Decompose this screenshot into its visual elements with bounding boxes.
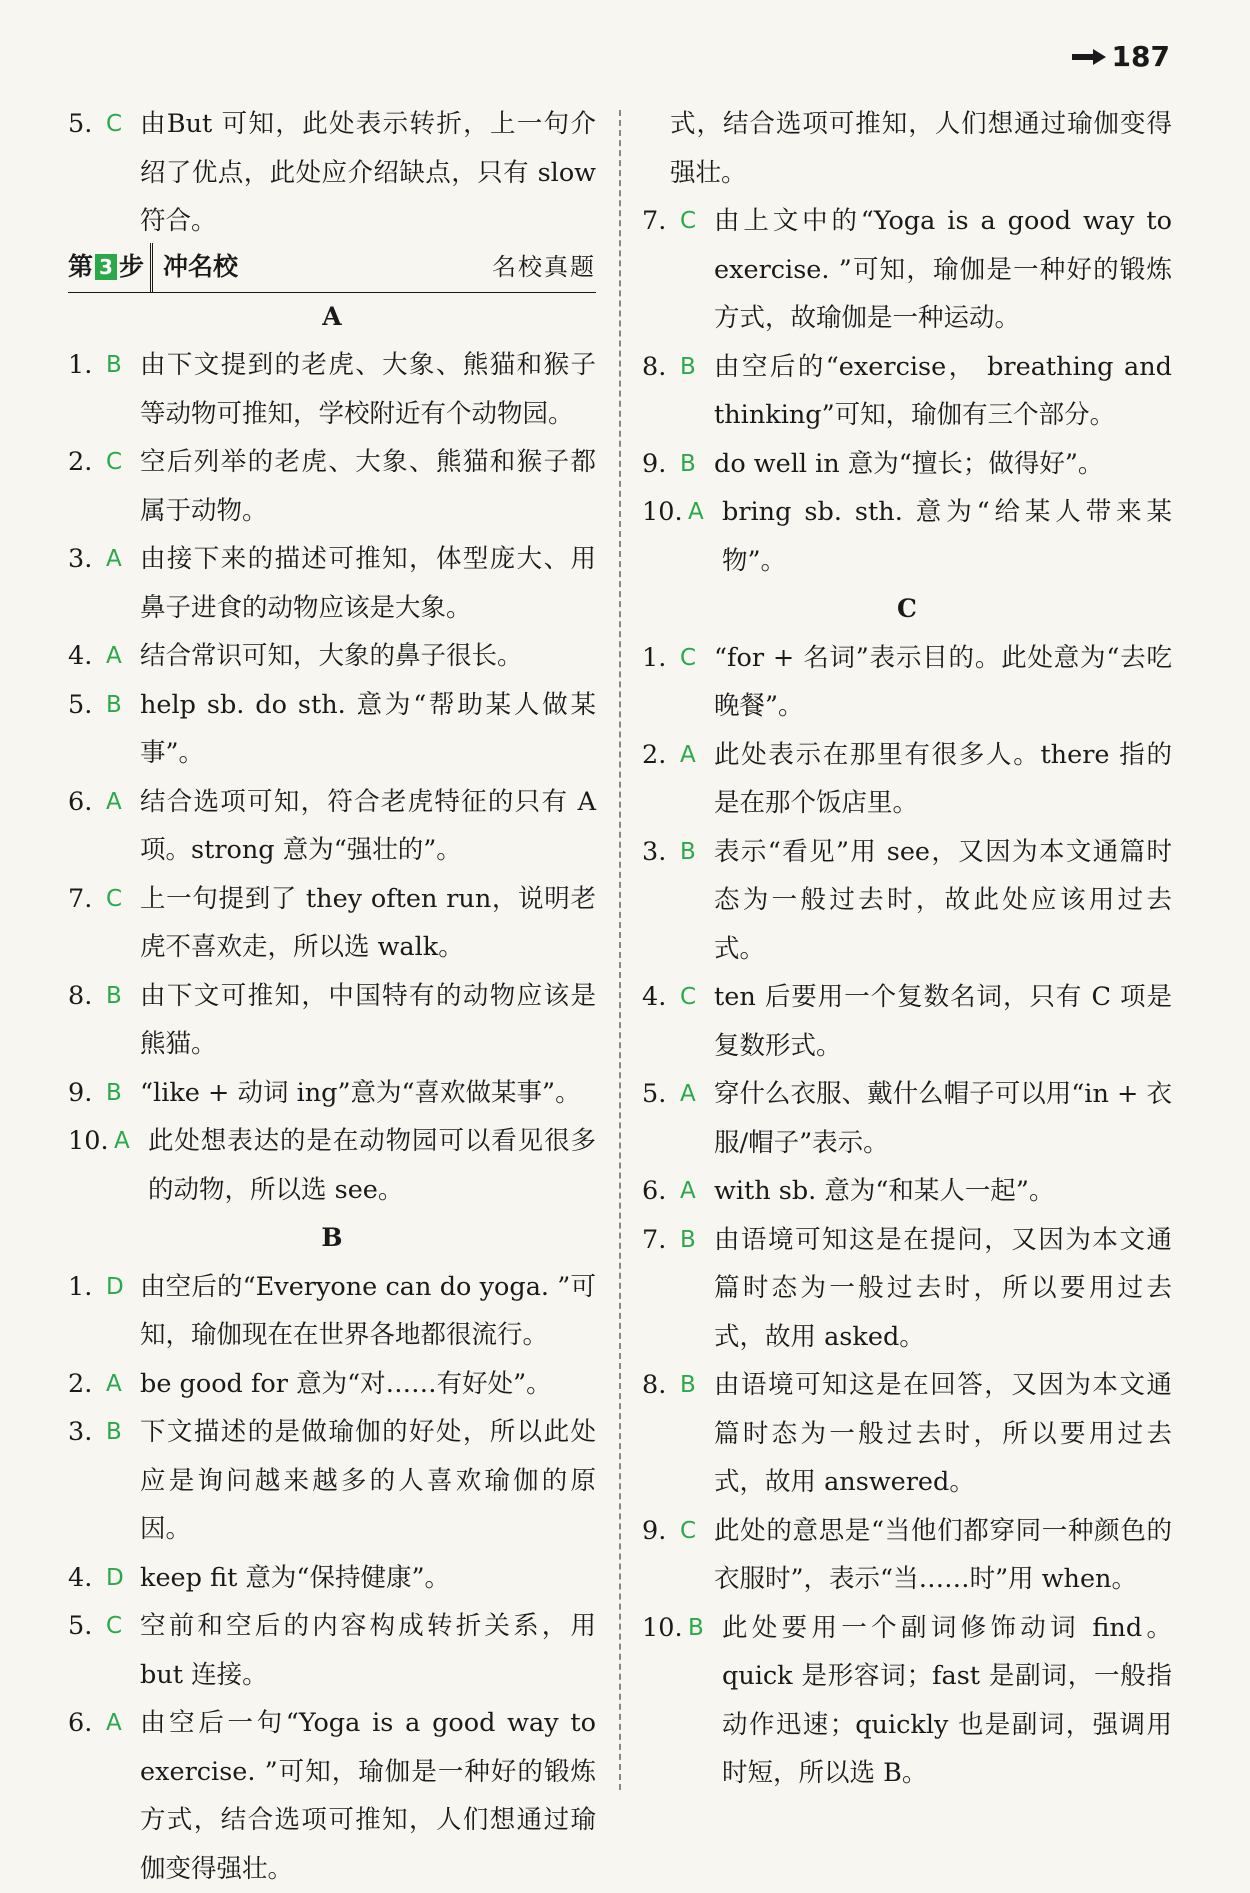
explanation: do well in 意为“擅长；做得好”。 (714, 448, 1104, 479)
answer-letter: B (680, 353, 696, 380)
answer-letter: A (106, 1710, 122, 1736)
step-header (68, 246, 596, 293)
item-number: 5. (68, 109, 93, 139)
answer-letter: B (106, 1419, 122, 1445)
answer-letter: C (680, 208, 697, 234)
item-number: 10. (642, 1612, 683, 1643)
explanation: 穿什么衣服、戴什么帽子可以用“in + 衣服/帽子”表示。 (714, 1079, 1172, 1158)
answer-item (642, 973, 1172, 1070)
answer-item (68, 1117, 596, 1214)
answer-letter: B (680, 450, 696, 477)
explanation: 上一句提到了 they often run，说明老虎不喜欢走，所以选 walk。 (140, 883, 596, 962)
explanation: help sb. do sth. 意为“帮助某人做某事”。 (140, 689, 596, 768)
explanation: with sb. 意为“和某人一起”。 (714, 1176, 1055, 1206)
item-number: 4. (68, 641, 93, 671)
section-letter-a: A (322, 301, 342, 331)
column-divider (619, 110, 621, 1790)
explanation: 由空后的“Everyone can do yoga. ”可知，瑜伽现在在世界各地都很流行。 (140, 1271, 596, 1350)
answer-item (68, 875, 596, 972)
explanation: 空前和空后的内容构成转折关系，用 but 连接。 (140, 1611, 596, 1690)
explanation: 表示“看见”用 see，又因为本文通篇时态为一般过去时，故此处应该用过去式。 (714, 836, 1172, 964)
answer-item (642, 440, 1172, 489)
answer-letter: A (114, 1128, 130, 1154)
item-number: 9. (68, 1077, 93, 1108)
answer-item (642, 1604, 1172, 1798)
answer-letter: B (688, 1614, 704, 1641)
answer-letter: D (106, 1564, 124, 1591)
item-number: 5. (68, 1611, 93, 1641)
explanation: 此处要用一个副词修饰动词 find。quick 是形容词；fast 是副词，一般指动作迅速；quickly 也是副词，强调用时短，所以选 B。 (722, 1612, 1172, 1788)
item-number: 2. (642, 739, 667, 770)
answer-item (642, 1361, 1172, 1507)
explanation: 此处想表达的是在动物园可以看见很多的动物，所以选 see。 (148, 1126, 596, 1205)
answer-letter: D (106, 1273, 124, 1300)
explanation: bring sb. sth. 意为“给某人带来某物”。 (722, 497, 1172, 576)
item-number: 7. (642, 1224, 667, 1255)
item-number: 2. (68, 447, 93, 477)
explanation: 由空后的“exercise， breathing and thinking”可知，瑜伽有三个部分。 (714, 351, 1172, 430)
answer-letter: A (106, 546, 122, 572)
section-letter-c: C (897, 594, 917, 623)
item-number: 5. (642, 1079, 667, 1109)
item-number: 6. (68, 786, 93, 817)
answer-item (68, 681, 596, 778)
explanation: keep fit 意为“保持健康”。 (140, 1562, 450, 1593)
item-number: 3. (68, 1417, 93, 1447)
step-number: 3 (95, 254, 117, 280)
answer-item (642, 1167, 1172, 1216)
explanation: 此处的意思是“当他们都穿同一种颜色的衣服时”，表示“当……时”用 when。 (714, 1515, 1172, 1594)
answer-item (642, 1070, 1172, 1167)
explanation: 由空后一句“Yoga is a good way to exercise. ”可知，瑜伽是一种好的锻炼方式，结合选项可推知，人们想通过瑜伽变得强壮。 (140, 1708, 596, 1884)
item-number: 8. (68, 980, 93, 1011)
explanation: 结合常识可知，大象的鼻子很长。 (140, 641, 523, 671)
item-number: 1. (642, 642, 667, 673)
answer-letter: B (106, 1079, 122, 1106)
item-number: 8. (642, 1370, 667, 1400)
explanation: 空后列举的老虎、大象、熊猫和猴子都属于动物。 (140, 447, 596, 526)
item-number: 7. (642, 206, 667, 236)
continued-text (642, 100, 1172, 197)
item-number: 9. (642, 448, 667, 479)
continued-explanation: 式，结合选项可推知，人们想通过瑜伽变得强壮。 (670, 109, 1172, 188)
answer-letter: B (106, 982, 122, 1009)
answer-item (68, 341, 596, 438)
item-number: 6. (642, 1176, 667, 1206)
left-column (68, 100, 596, 1884)
step-right-label: 名校真题 (492, 253, 596, 281)
explanation: be good for 意为“对……有好处”。 (140, 1368, 552, 1399)
section-letter-b: B (321, 1223, 343, 1252)
item-number: 4. (642, 982, 667, 1012)
answer-letter: C (680, 984, 697, 1010)
answer-item (68, 778, 596, 875)
explanation: 由下文可推知，中国特有的动物应该是熊猫。 (140, 980, 596, 1059)
item-number: 6. (68, 1708, 93, 1738)
step-subtitle: 冲名校 (150, 243, 238, 292)
answer-letter: A (680, 1178, 696, 1204)
answer-letter: A (106, 788, 122, 815)
explanation: 由接下来的描述可推知，体型庞大、用鼻子进食的动物应该是大象。 (140, 544, 596, 623)
answer-letter: B (680, 1372, 696, 1398)
arrow-right-icon (1072, 49, 1106, 65)
page-number (1072, 40, 1170, 73)
explanation: 由下文提到的老虎、大象、熊猫和猴子等动物可推知，学校附近有个动物园。 (140, 350, 596, 429)
answer-letter: C (680, 644, 697, 671)
answer-item (642, 1507, 1172, 1604)
answer-item (68, 100, 596, 246)
item-number: 8. (642, 351, 667, 382)
answer-letter: B (680, 838, 696, 865)
item-number: 10. (642, 497, 683, 527)
item-number: 7. (68, 883, 93, 914)
answer-item (642, 343, 1172, 440)
answer-letter: A (106, 643, 122, 669)
item-number: 5. (68, 689, 93, 720)
explanation: “for + 名词”表示目的。此处意为“去吃晚餐”。 (714, 642, 1172, 721)
answer-item (68, 1554, 596, 1603)
answer-item (68, 1699, 596, 1884)
explanation: 由But 可知，此处表示转折，上一句介绍了优点，此处应介绍缺点，只有 slow 符合。 (140, 109, 596, 236)
answer-letter: A (680, 741, 696, 768)
answer-item (68, 1602, 596, 1699)
item-number: 10. (68, 1126, 109, 1156)
explanation: 由语境可知这是在提问，又因为本文通篇时态为一般过去时，所以要用过去式，故用 asked。 (714, 1224, 1172, 1352)
answer-letter: A (106, 1370, 122, 1397)
explanation: 结合选项可知，符合老虎特征的只有 A 项。strong 意为“强壮的”。 (140, 786, 596, 865)
item-number: 1. (68, 350, 93, 380)
answer-item (68, 632, 596, 681)
explanation: 下文描述的是做瑜伽的好处，所以此处应是询问越来越多的人喜欢瑜伽的原因。 (140, 1417, 596, 1544)
answer-letter: C (106, 1613, 123, 1639)
step-prefix: 第 (68, 252, 94, 281)
answer-item (68, 1408, 596, 1554)
item-number: 3. (642, 836, 667, 867)
explanation: ten 后要用一个复数名词，只有 C 项是复数形式。 (714, 982, 1172, 1061)
answer-item (642, 634, 1172, 731)
answer-letter: B (106, 352, 122, 378)
answer-item (68, 1360, 596, 1409)
answer-letter: C (106, 449, 123, 475)
answer-item (68, 1069, 596, 1118)
answer-letter: C (106, 111, 123, 137)
answer-item (68, 438, 596, 535)
item-number: 2. (68, 1368, 93, 1399)
answer-letter: C (680, 1517, 697, 1544)
explanation: 由上文中的“Yoga is a good way to exercise. ”可知，瑜伽是一种好的锻炼方式，故瑜伽是一种运动。 (714, 206, 1172, 333)
explanation: 此处表示在那里有很多人。there 指的是在那个饭店里。 (714, 739, 1172, 818)
answer-item (68, 972, 596, 1069)
answer-item (68, 1263, 596, 1360)
answer-letter: A (680, 1081, 696, 1107)
step-suffix: 步 (119, 252, 145, 281)
item-number: 3. (68, 544, 93, 574)
answer-item (642, 731, 1172, 828)
page-number-text: 187 (1111, 40, 1170, 73)
answer-letter: B (680, 1226, 696, 1253)
item-number: 4. (68, 1562, 93, 1593)
item-number: 1. (68, 1271, 93, 1302)
explanation: “like + 动词 ing”意为“喜欢做某事”。 (140, 1077, 581, 1108)
answer-item (642, 828, 1172, 974)
answer-letter: A (688, 499, 704, 525)
answer-letter: B (106, 691, 122, 718)
explanation: 由语境可知这是在回答，又因为本文通篇时态为一般过去时，所以要用过去式，故用 answered。 (714, 1370, 1172, 1497)
answer-item (642, 197, 1172, 343)
answer-item (68, 535, 596, 632)
answer-item (642, 488, 1172, 585)
answer-item (642, 1216, 1172, 1362)
step-title (68, 243, 144, 292)
item-number: 9. (642, 1515, 667, 1546)
answer-letter: C (106, 885, 123, 912)
right-column (642, 100, 1172, 1798)
